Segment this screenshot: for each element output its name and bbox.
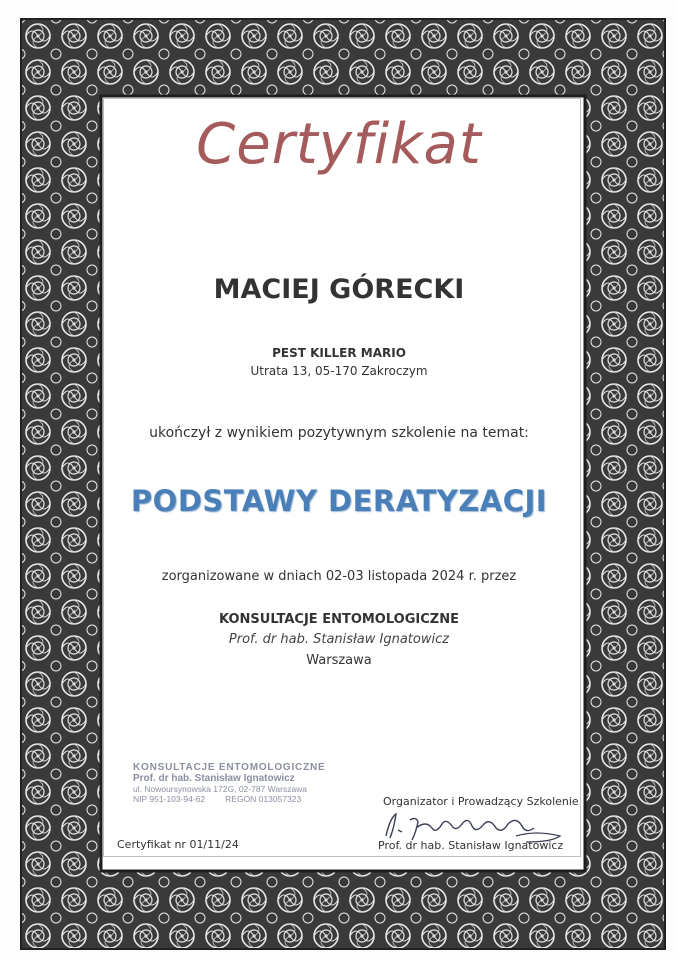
signatory-name: Prof. dr hab. Stanisław Ignatowicz xyxy=(378,839,564,852)
stamp-line-company: KONSULTACJE ENTOMOLOGICZNE xyxy=(133,762,326,773)
recipient-address: Utrata 13, 05-170 Zakroczym xyxy=(250,364,428,378)
recipient-company: PEST KILLER MARIO xyxy=(272,346,406,360)
stamp-line-professor: Prof. dr hab. Stanisław Ignatowicz xyxy=(133,773,295,784)
certificate-number: Certyfikat nr 01/11/24 xyxy=(117,838,239,851)
organizer-stamp xyxy=(133,762,325,804)
stamp-regon: REGON 013057323 xyxy=(225,794,302,804)
organizer-professor: Prof. dr hab. Stanisław Ignatowicz xyxy=(228,632,450,647)
certificate-body xyxy=(103,98,581,857)
completion-statement: ukończył z wynikiem pozytywnym szkolenie na temat: xyxy=(149,425,529,441)
stamp-line-ids xyxy=(133,794,325,804)
recipient-name: MACIEJ GÓRECKI xyxy=(213,274,465,305)
organizer-role: Organizator i Prowadzący Szkolenie xyxy=(383,795,579,808)
training-dates: zorganizowane w dniach 02-03 listopada 2024 r. przez xyxy=(161,569,517,584)
organizer-name: KONSULTACJE ENTOMOLOGICZNE xyxy=(219,612,459,627)
stamp-line-address: ul. Nowoursynowska 172G, 02-787 Warszawa xyxy=(133,784,308,794)
training-topic: PODSTAWY DERATYZACJI xyxy=(130,484,548,518)
organizer-city: Warszawa xyxy=(306,653,372,668)
stamp-nip: NIP 951-103-94-62 xyxy=(133,794,206,804)
certificate-title: Certyfikat xyxy=(196,112,482,177)
